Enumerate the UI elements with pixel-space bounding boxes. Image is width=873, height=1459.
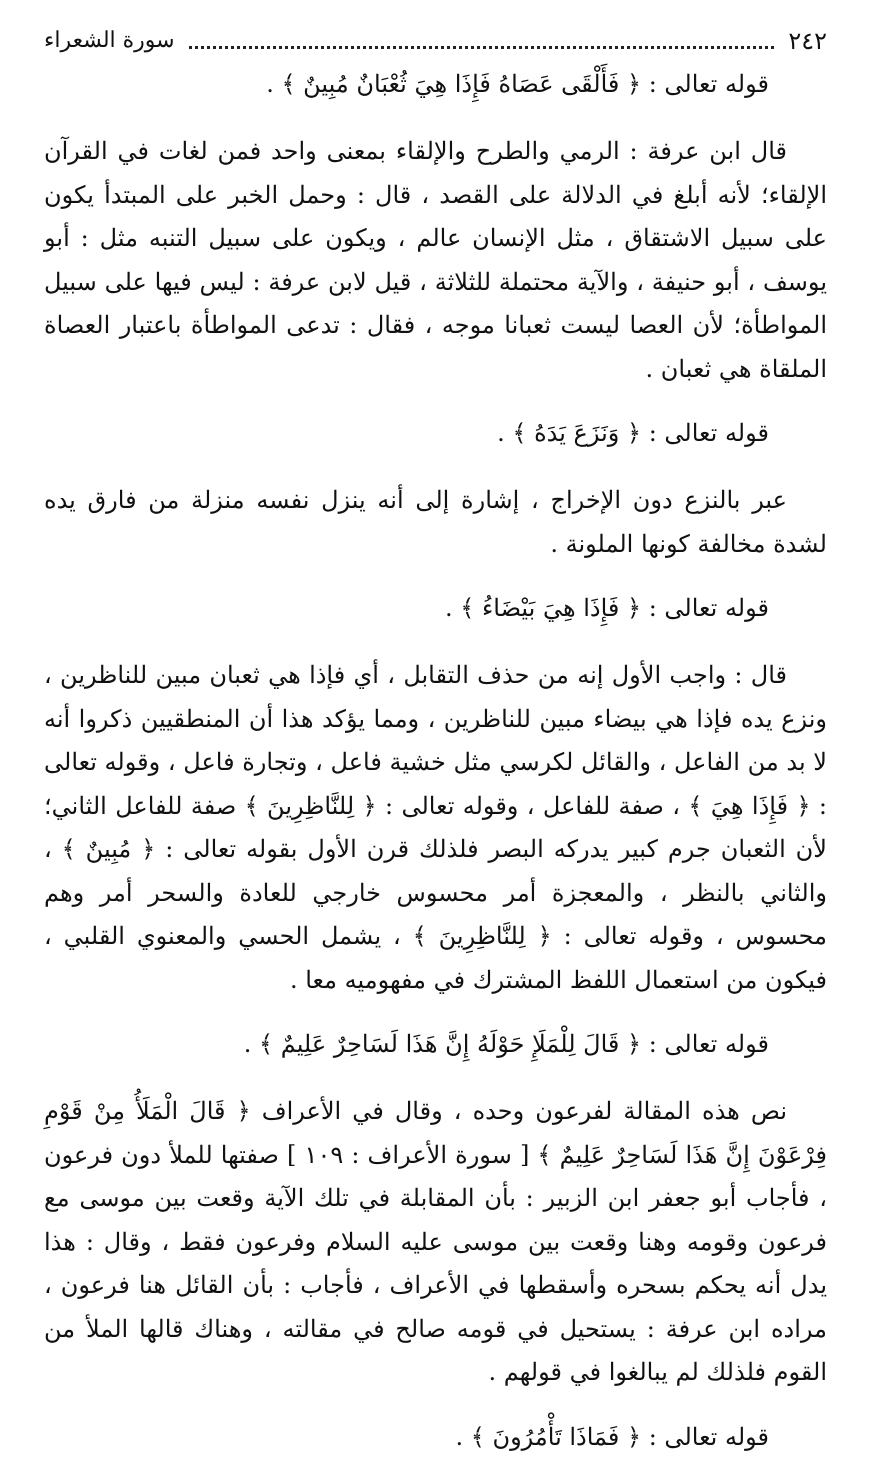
commentary-paragraph: نص هذه المقالة لفرعون وحده ، وقال في الأعراف ﴿ قَالَ الْمَلَأُ مِنْ قَوْمِ فِرْعَوْنَ إِنَّ هَذَا لَسَاحِرٌ عَلِيمٌ ﴾ [ سورة الأعراف : ١٠٩ ] صفتها للملأ دون فرعون ، فأجاب أبو جعفر ابن الزبير : بأن المقابلة في تلك الآية وقعت بين موسى مع فرعون وقومه وهنا وقعت بين موسى عليه السلام وفرعون فقط ، وقال : هذا يدل أنه يحكم بسحره وأسقطها في الأعراف ، فأجاب : بأن القائل هنا فرعون ، مراده ابن عرفة : يستحيل في قومه صالح في مقالته ، وهناك قالها الملأ من القوم فلذلك لم يبالغوا في قولهم . (44, 1097, 827, 1386)
commentary-paragraph: عبر بالنزع دون الإخراج ، إشارة إلى أنه ينزل نفسه منزلة من فارق يده لشدة مخالفة كونها الملونة . (44, 486, 827, 558)
verse-quote: قوله تعالى : ﴿ فَإِذَا هِيَ بَيْضَاءُ ﴾ . (445, 594, 769, 622)
commentary-paragraph: قال : واجب الأول إنه من حذف التقابل ، أي فإذا هي ثعبان مبين للناظرين ، ونزع يده فإذا هي بيضاء مبين للناظرين ، ومما يؤكد هذا أن المنطقيين ذكروا أنه لا بد من الفاعل ، والقائل لكرسي مثل خشية فاعل ، وتجارة فاعل ، وقوله تعالى : ﴿ فَإِذَا هِيَ ﴾ ، صفة للفاعل ، وقوله تعالى : ﴿ لِلنَّاظِرِينَ ﴾ صفة للفاعل الثاني؛ لأن الثعبان جرم كبير يدركه البصر فلذلك قرن الأول بقوله تعالى : ﴿ مُبِينٌ ﴾ ، والثاني بالنظر ، والمعجزة أمر محسوس خارجي للعادة والسحر أمر وهم محسوس ، وقوله تعالى : ﴿ لِلنَّاظِرِينَ ﴾ ، يشمل الحسي والمعنوي القلبي ، فيكون من استعمال اللفظ المشترك في مفهوميه معا . (44, 661, 827, 994)
verse-quote: قوله تعالى : ﴿ فَمَاذَا تَأْمُرُونَ ﴾ . (455, 1422, 769, 1451)
page-number: ٢٤٢ (788, 27, 827, 55)
commentary-paragraph: قال ابن عرفة : الرمي والطرح والإلقاء بمعنى واحد فمن لغات في القرآن الإلقاء؛ لأنه أبلغ في الدلالة على القصد ، قال : وحمل الخبر على المبتدأ يكون على سبيل الاشتقاق ، مثل الإنسان عالم ، ويكون على سبيل التنبه مثل : أبو يوسف ، أبو حنيفة ، والآية محتملة للثلاثة ، قيل لابن عرفة : ليس فيها على سبيل المواطأة؛ لأن العصا ليست ثعبانا موجه ، فقال : تدعى المواطأة باعتبار العصاة الملقاة هي ثعبان . (44, 137, 827, 383)
verse-quote: قوله تعالى : ﴿ قَالَ لِلْمَلَإِ حَوْلَهُ إِنَّ هَذَا لَسَاحِرٌ عَلِيمٌ ﴾ . (243, 1030, 769, 1058)
verse-quote: قوله تعالى : ﴿ فَأَلْقَى عَصَاهُ فَإِذَا هِيَ ثُعْبَانٌ مُبِينٌ ﴾ . (266, 70, 769, 98)
verse-quote: قوله تعالى : ﴿ وَنَزَعَ يَدَهُ ﴾ . (497, 419, 769, 447)
running-header (44, 22, 827, 56)
surah-title: سورة الشعراء (44, 28, 175, 53)
dotted-header-rule (189, 46, 775, 49)
